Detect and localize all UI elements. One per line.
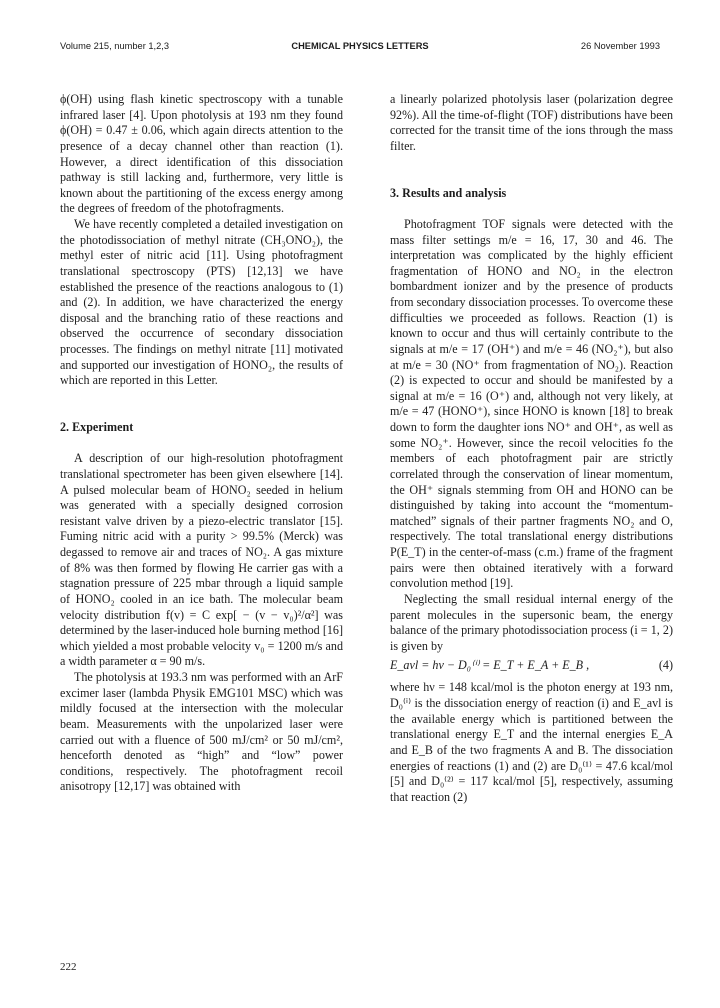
running-header: [60, 41, 660, 57]
paragraph-energy-balance: Neglecting the small residual internal energy of the parent molecules in the supersonic beam, the energy balance of the primary photodissociation process (i = 1, 2) is given by: [390, 591, 673, 653]
journal-title: CHEMICAL PHYSICS LETTERS: [291, 41, 429, 51]
spacer: [60, 389, 343, 420]
equation-4: [390, 658, 673, 676]
paragraph-methyl-nitrate: We have recently completed a detailed investigation on the photodissociation of methyl nitrate (CH₃ONO₂), the methyl ester of nitric acid [11]. Using photofragment translational spectroscopy (PTS) [12,13] we have established the presence of the reactions analogous to (1) and (2). In addition, we have characterized the energy disposal and the branching ratio of these reactions and observed the occurrence of secondary dissociation processes. The findings on methyl nitrate [11] motivated and supported our investigation of HONO₂, the results of which are reported in this Letter.: [60, 217, 343, 388]
equation-number: (4): [658, 658, 673, 673]
paragraph-photolysis: The photolysis at 193.3 nm was performed with an ArF excimer laser (lambda Physik EMG101 MSC) which was mildly focused at the intersection with the molecular beam. Measurements with the unpolarized laser were carried out with a fluence of 500 mJ/cm² or 50 mJ/cm², henceforth denoted as “high” and “low” power conditions, respectively. The photofragment recoil anisotropy [12,17] was obtained with: [60, 670, 343, 794]
section-heading-results: 3. Results and analysis: [390, 185, 507, 200]
spacer: [390, 201, 673, 217]
section-heading-experiment: 2. Experiment: [60, 420, 134, 435]
paragraph-dissociation-energies: where hν = 148 kcal/mol is the photon energy at 193 nm, D₀⁽ⁱ⁾ is the dissociation energy of reaction (i) and E_avl is the available energy which is partitioned between the translational energy E_T and the internal energies E_A and E_B of the two fragments A and B. The dissociation energies of reactions (1) and (2) are D₀⁽¹⁾ = 47.6 kcal/mol [5] and D₀⁽²⁾ = 117 kcal/mol [5], respectively, assuming that reaction (2): [390, 680, 673, 804]
left-column: [60, 92, 343, 795]
paragraph-continued: ϕ(OH) using flash kinetic spectroscopy with a tunable infrared laser [4]. Upon photolysis at 193 nm they found ϕ(OH) = 0.47 ± 0.06, which again directs attention to the presence of a decay channel other than reaction (1). However, a direct identification of this dissociation pathway is still lacking and, furthermore, very little is known about the partitioning of the excess energy among the degrees of freedom of the photofragments.: [60, 92, 343, 216]
paragraph-polarization: a linearly polarized photolysis laser (polarization degree 92%). All the time-of-flight (TOF) distributions have been corrected for the transit time of the ions through the mass filter.: [390, 92, 673, 153]
volume-info: Volume 215, number 1,2,3: [60, 41, 170, 51]
page-number: 222: [60, 961, 77, 973]
spacer: [390, 155, 673, 186]
equation-body: E_avl = hν − D₀⁽ⁱ⁾ = E_T + E_A + E_B ,: [390, 658, 590, 673]
paragraph-spectrometer: A description of our high-resolution photofragment translational spectrometer has been given elsewhere [14]. A pulsed molecular beam of HONO₂ seeded in helium was generated with a specially designed corrosion resistant valve driven by a piezo-electric translator [15]. Fuming nitric acid with a purity > 99.5% (Merck) was degassed to remove air and traces of NO₂. A gas mixture of 8% was then formed by flowing He carrier gas with a stagnation pressure of 225 mbar through a liquid sample of HONO₂ cooled in an ice bath. The molecular beam velocity distribution f(v) = C exp[ − (v − v₀)²/α²] was determined by the laser-induced hole burning method [16] which yielded a most probable velocity v₀ = 1200 m/s and a width parameter α = 90 m/s.: [60, 451, 343, 669]
spacer: [60, 436, 343, 452]
paragraph-tof-signals: Photofragment TOF signals were detected with the mass filter settings m/e = 16, 17, 30 and 46. The interpretation was complicated by the highly efficient fragmentation of HONO and NO₂ in the electron bombardment ionizer and by the presence of products from secondary dissociation processes. To overcome these difficulties we proceeded as follows. Reaction (1) is known to occur and thus will certainly contribute to the signals at m/e = 17 (OH⁺) and m/e = 46 (NO₂⁺), but also at m/e = 30 (NO⁺ from fragmentation of NO₂). Reaction (2) is expected to occur and should be manifested by a signal at m/e = 16 (O⁺) and, although not very likely, at m/e = 47 (HONO⁺), since HONO is known [18] to break down to form the daughter ions NO⁺ and OH⁺, as well as some NO₂⁺. However, since the recoil velocities fo the members of each photofragment pair are strictly correlated through the conservation of linear momentum, the OH⁺ signals stemming from OH and HONO can be distinguished by taking into account the “momentum-matched” signals of their partner fragments NO₂ and O, respectively. The total translational energy distributions P(E_T) in the center-of-mass (c.m.) frame of the fragment pairs were then obtained iteratively with a forward convolution method [19].: [390, 216, 673, 591]
right-column: [390, 92, 673, 805]
issue-date: 26 November 1993: [580, 41, 660, 51]
